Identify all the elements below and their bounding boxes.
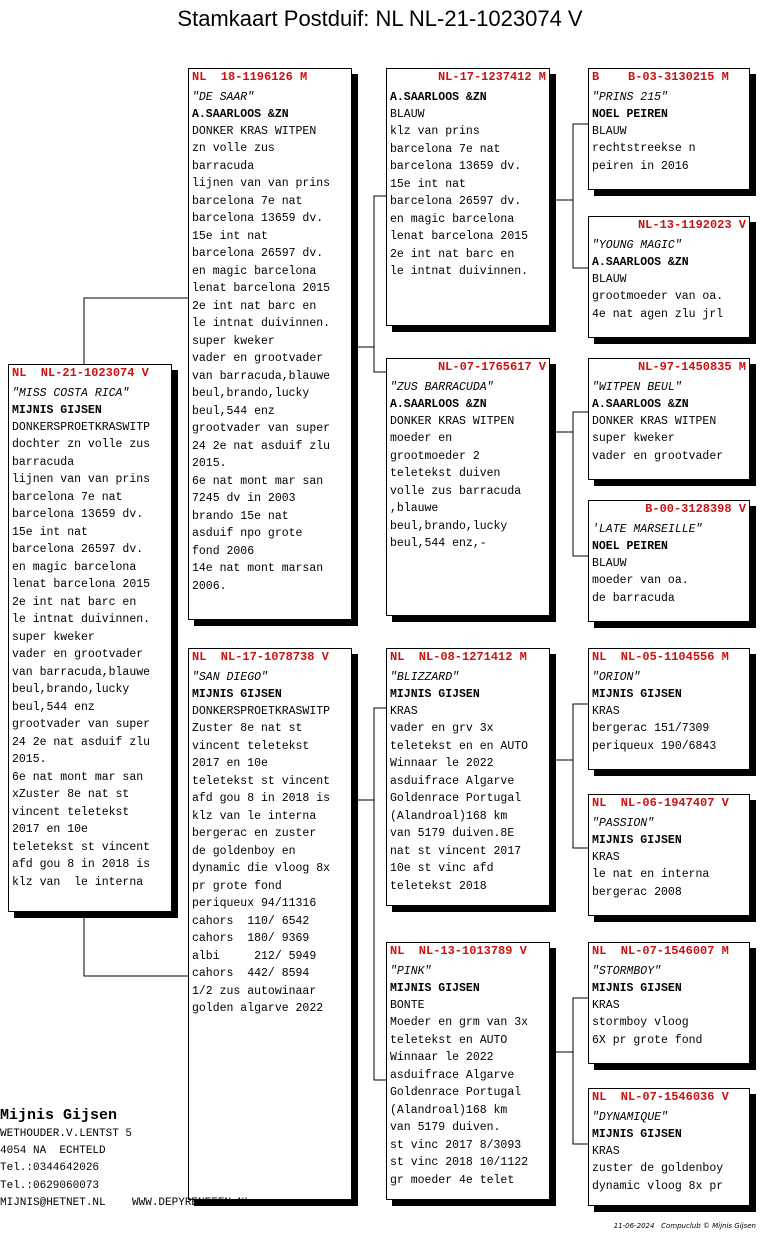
pigeon-name: "DE SAAR" <box>192 91 255 104</box>
pigeon-color: DONKERSPROETKRASWITP <box>12 421 151 434</box>
pigeon-owner: MIJNIS GIJSEN <box>390 982 480 995</box>
pigeon-note: klz van prins barcelona 7e nat barcelona 13659 dv. 15e int nat barcelona 26597 dv. en magic barcelona lenat barcelona 2015 2e int nat barc en le intnat duivinnen. <box>390 125 529 278</box>
ring-number: NL NL-07-1546036 V <box>592 1090 729 1104</box>
pigeon-card-fmf <box>588 358 750 480</box>
pigeon-name: "SAN DIEGO" <box>192 671 268 684</box>
ring-number: NL-07-1765617 V <box>437 360 546 374</box>
pigeon-owner: MIJNIS GIJSEN <box>592 982 682 995</box>
pigeon-note: moeder van oa. de barracuda <box>592 574 689 605</box>
pigeon-owner: A.SAARLOOS &ZN <box>390 398 487 411</box>
pigeon-note: super kweker vader en grootvader <box>592 432 724 463</box>
pigeon-owner: MIJNIS GIJSEN <box>592 1128 682 1141</box>
pigeon-card-ffm <box>588 216 750 338</box>
pigeon-card-mmf <box>588 942 750 1064</box>
pigeon-note: Moeder en grm van 3x teletekst en AUTO Winnaar le 2022 asduifrace Algarve Goldenrace Portugal (Alandroal)168 km van 5179 duiven. st vinc 2017 8/3093 st vinc 2018 10/1122 gr moeder 4e telet <box>390 1016 529 1187</box>
ring-number: NL NL-06-1947407 V <box>592 796 729 810</box>
pigeon-color: BLAUW <box>592 273 627 286</box>
ring-number: NL 18-1196126 M <box>192 70 308 84</box>
pigeon-color: DONKER KRAS WITPEN <box>390 415 515 428</box>
pigeon-card-mfm <box>588 794 750 916</box>
pigeon-note: dochter zn volle zus barracuda lijnen van van prins barcelona 7e nat barcelona 13659 dv. 15e int nat barcelona 26597 dv. en magic barcelona lenat barcelona 2015 2e int nat barc en le intnat duivinnen. super kweker vader en grootvader van barracuda,blauwe beul,brando,lucky beul,544 enz grootvader van super 24 2e nat asduif zlu 2015. 6e nat mont mar san xZuster 8e nat st vincent teletekst 2017 en 10e teletekst st vincent afd gou 8 in 2018 is klz van le interna <box>12 438 151 889</box>
pigeon-color: KRAS <box>592 1145 620 1158</box>
breeder-info <box>0 1106 251 1212</box>
pigeon-color: BLAUW <box>390 108 425 121</box>
pigeon-name: "BLIZZARD" <box>390 671 460 684</box>
pigeon-color: DONKER KRAS WITPEN <box>192 125 317 138</box>
breeder-web: MIJNIS@HETNET.NL WWW.DEPYRENEEEN.NL <box>0 1196 251 1209</box>
ring-number: NL NL-17-1078738 V <box>192 650 329 664</box>
pigeon-color: DONKERSPROETKRASWITP <box>192 705 331 718</box>
pigeon-name: "WITPEN BEUL" <box>592 381 682 394</box>
pigeon-owner: A.SAARLOOS &ZN <box>390 91 487 104</box>
ring-number: B B-03-3130215 M <box>592 70 729 84</box>
ring-number: NL-13-1192023 V <box>637 218 746 232</box>
breeder-city: 4054 NA ECHTELD <box>0 1145 106 1158</box>
pigeon-name: "MISS COSTA RICA" <box>12 387 130 400</box>
pigeon-note: grootmoeder van oa. 4e nat agen zlu jrl <box>592 290 724 321</box>
pigeon-color: BONTE <box>390 999 425 1012</box>
pigeon-name: "YOUNG MAGIC" <box>592 239 682 252</box>
pigeon-color: KRAS <box>390 705 418 718</box>
ring-number: NL-97-1450835 M <box>637 360 746 374</box>
ring-number: NL NL-21-1023074 V <box>12 366 149 380</box>
pigeon-note: bergerac 151/7309 periqueux 190/6843 <box>592 722 717 753</box>
pigeon-color: KRAS <box>592 999 620 1012</box>
breeder-name: Mijnis Gijsen <box>0 1107 118 1124</box>
pigeon-note: le nat en interna bergerac 2008 <box>592 868 710 899</box>
pigeon-owner: MIJNIS GIJSEN <box>390 688 480 701</box>
pigeon-name: "PINK" <box>390 965 432 978</box>
pigeon-card-mmm <box>588 1088 750 1206</box>
pigeon-owner: A.SAARLOOS &ZN <box>592 256 689 269</box>
pigeon-owner: MIJNIS GIJSEN <box>12 404 102 417</box>
pigeon-card-mother-father <box>386 648 550 906</box>
pigeon-note: Zuster 8e nat st vincent teletekst 2017 en 10e teletekst st vincent afd gou 8 in 2018 is klz van le interna bergerac en zuster de goldenboy en dynamic die vloog 8x pr grote fond periqueux 94/11316 cahors 110/ 6542 cahors 180/ 9369 albi 212/ 5949 cahors 442/ 8594 1/2 zus autowinaar golden algarve 2022 <box>192 722 331 1015</box>
ring-number: NL NL-08-1271412 M <box>390 650 527 664</box>
pigeon-name: "ZUS BARRACUDA" <box>390 381 494 394</box>
ring-number: B-00-3128398 V <box>645 502 746 516</box>
ring-number: NL-17-1237412 M <box>437 70 546 84</box>
pigeon-note: stormboy vloog 6X pr grote fond <box>592 1016 703 1047</box>
pigeon-card-father-father <box>386 68 550 326</box>
breeder-address: WETHOUDER.V.LENTST 5 <box>0 1128 133 1140</box>
pigeon-color: KRAS <box>592 705 620 718</box>
pigeon-card-fff <box>588 68 750 190</box>
pigeon-color: KRAS <box>592 851 620 864</box>
pigeon-note: rechtstreekse n peiren in 2016 <box>592 142 696 173</box>
pigeon-note: vader en grv 3x teletekst en en AUTO Winnaar le 2022 asduifrace Algarve Goldenrace Portugal (Alandroal)168 km van 5179 duiven.8E nat st vincent 2017 10e st vinc afd teletekst 2018 <box>390 722 529 893</box>
footer-credit: 11-06-2024 Compuclub © Mijnis Gijsen <box>613 1222 756 1230</box>
pigeon-name: "PASSION" <box>592 817 655 830</box>
pigeon-owner: MIJNIS GIJSEN <box>592 688 682 701</box>
pigeon-name: "ORION" <box>592 671 641 684</box>
page-title: Stamkaart Postduif: NL NL-21-1023074 V <box>177 6 583 31</box>
pigeon-card-father <box>188 68 352 620</box>
pigeon-note: zuster de goldenboy dynamic vloog 8x pr <box>592 1162 724 1193</box>
pigeon-name: 'LATE MARSEILLE" <box>592 523 703 536</box>
breeder-mobile: Tel.:0629060073 <box>0 1179 100 1192</box>
pigeon-name: "DYNAMIQUE" <box>592 1111 668 1124</box>
pigeon-card-mother-mother <box>386 942 550 1200</box>
pigeon-name: "STORMBOY" <box>592 965 662 978</box>
pigeon-note: zn volle zus barracuda lijnen van van prins barcelona 7e nat barcelona 13659 dv. 15e int nat barcelona 26597 dv. en magic barcelona lenat barcelona 2015 2e int nat barc en le intnat duivinnen. super kweker vader en grootvader van barracuda,blauwe beul,brando,lucky beul,544 enz grootvader van super 24 2e nat asduif zlu 2015. 6e nat mont mar san 7245 dv in 2003 brando 15e nat asduif npo grote fond 2006 14e nat mont marsan 2006. <box>192 142 331 593</box>
pigeon-owner: MIJNIS GIJSEN <box>192 688 282 701</box>
pigeon-owner: MIJNIS GIJSEN <box>592 834 682 847</box>
pigeon-owner: A.SAARLOOS &ZN <box>192 108 289 121</box>
pigeon-name: "PRINS 215" <box>592 91 668 104</box>
pigeon-card-father-mother <box>386 358 550 616</box>
ring-number: NL NL-13-1013789 V <box>390 944 527 958</box>
pigeon-color: BLAUW <box>592 125 627 138</box>
pigeon-note: moeder en grootmoeder 2 teletekst duiven volle zus barracuda ,blauwe beul,brando,lucky beul,544 enz,- <box>390 432 522 550</box>
pigeon-color: BLAUW <box>592 557 627 570</box>
pigeon-card-fmm <box>588 500 750 622</box>
ring-number: NL NL-07-1546007 M <box>592 944 729 958</box>
pigeon-color: DONKER KRAS WITPEN <box>592 415 717 428</box>
pigeon-owner: NOEL PEIREN <box>592 540 668 553</box>
pigeon-owner: NOEL PEIREN <box>592 108 668 121</box>
pigeon-owner: A.SAARLOOS &ZN <box>592 398 689 411</box>
pigeon-card-main <box>8 364 172 912</box>
pigeon-card-mff <box>588 648 750 770</box>
ring-number: NL NL-05-1104556 M <box>592 650 729 664</box>
breeder-phone: Tel.:0344642026 <box>0 1162 100 1175</box>
